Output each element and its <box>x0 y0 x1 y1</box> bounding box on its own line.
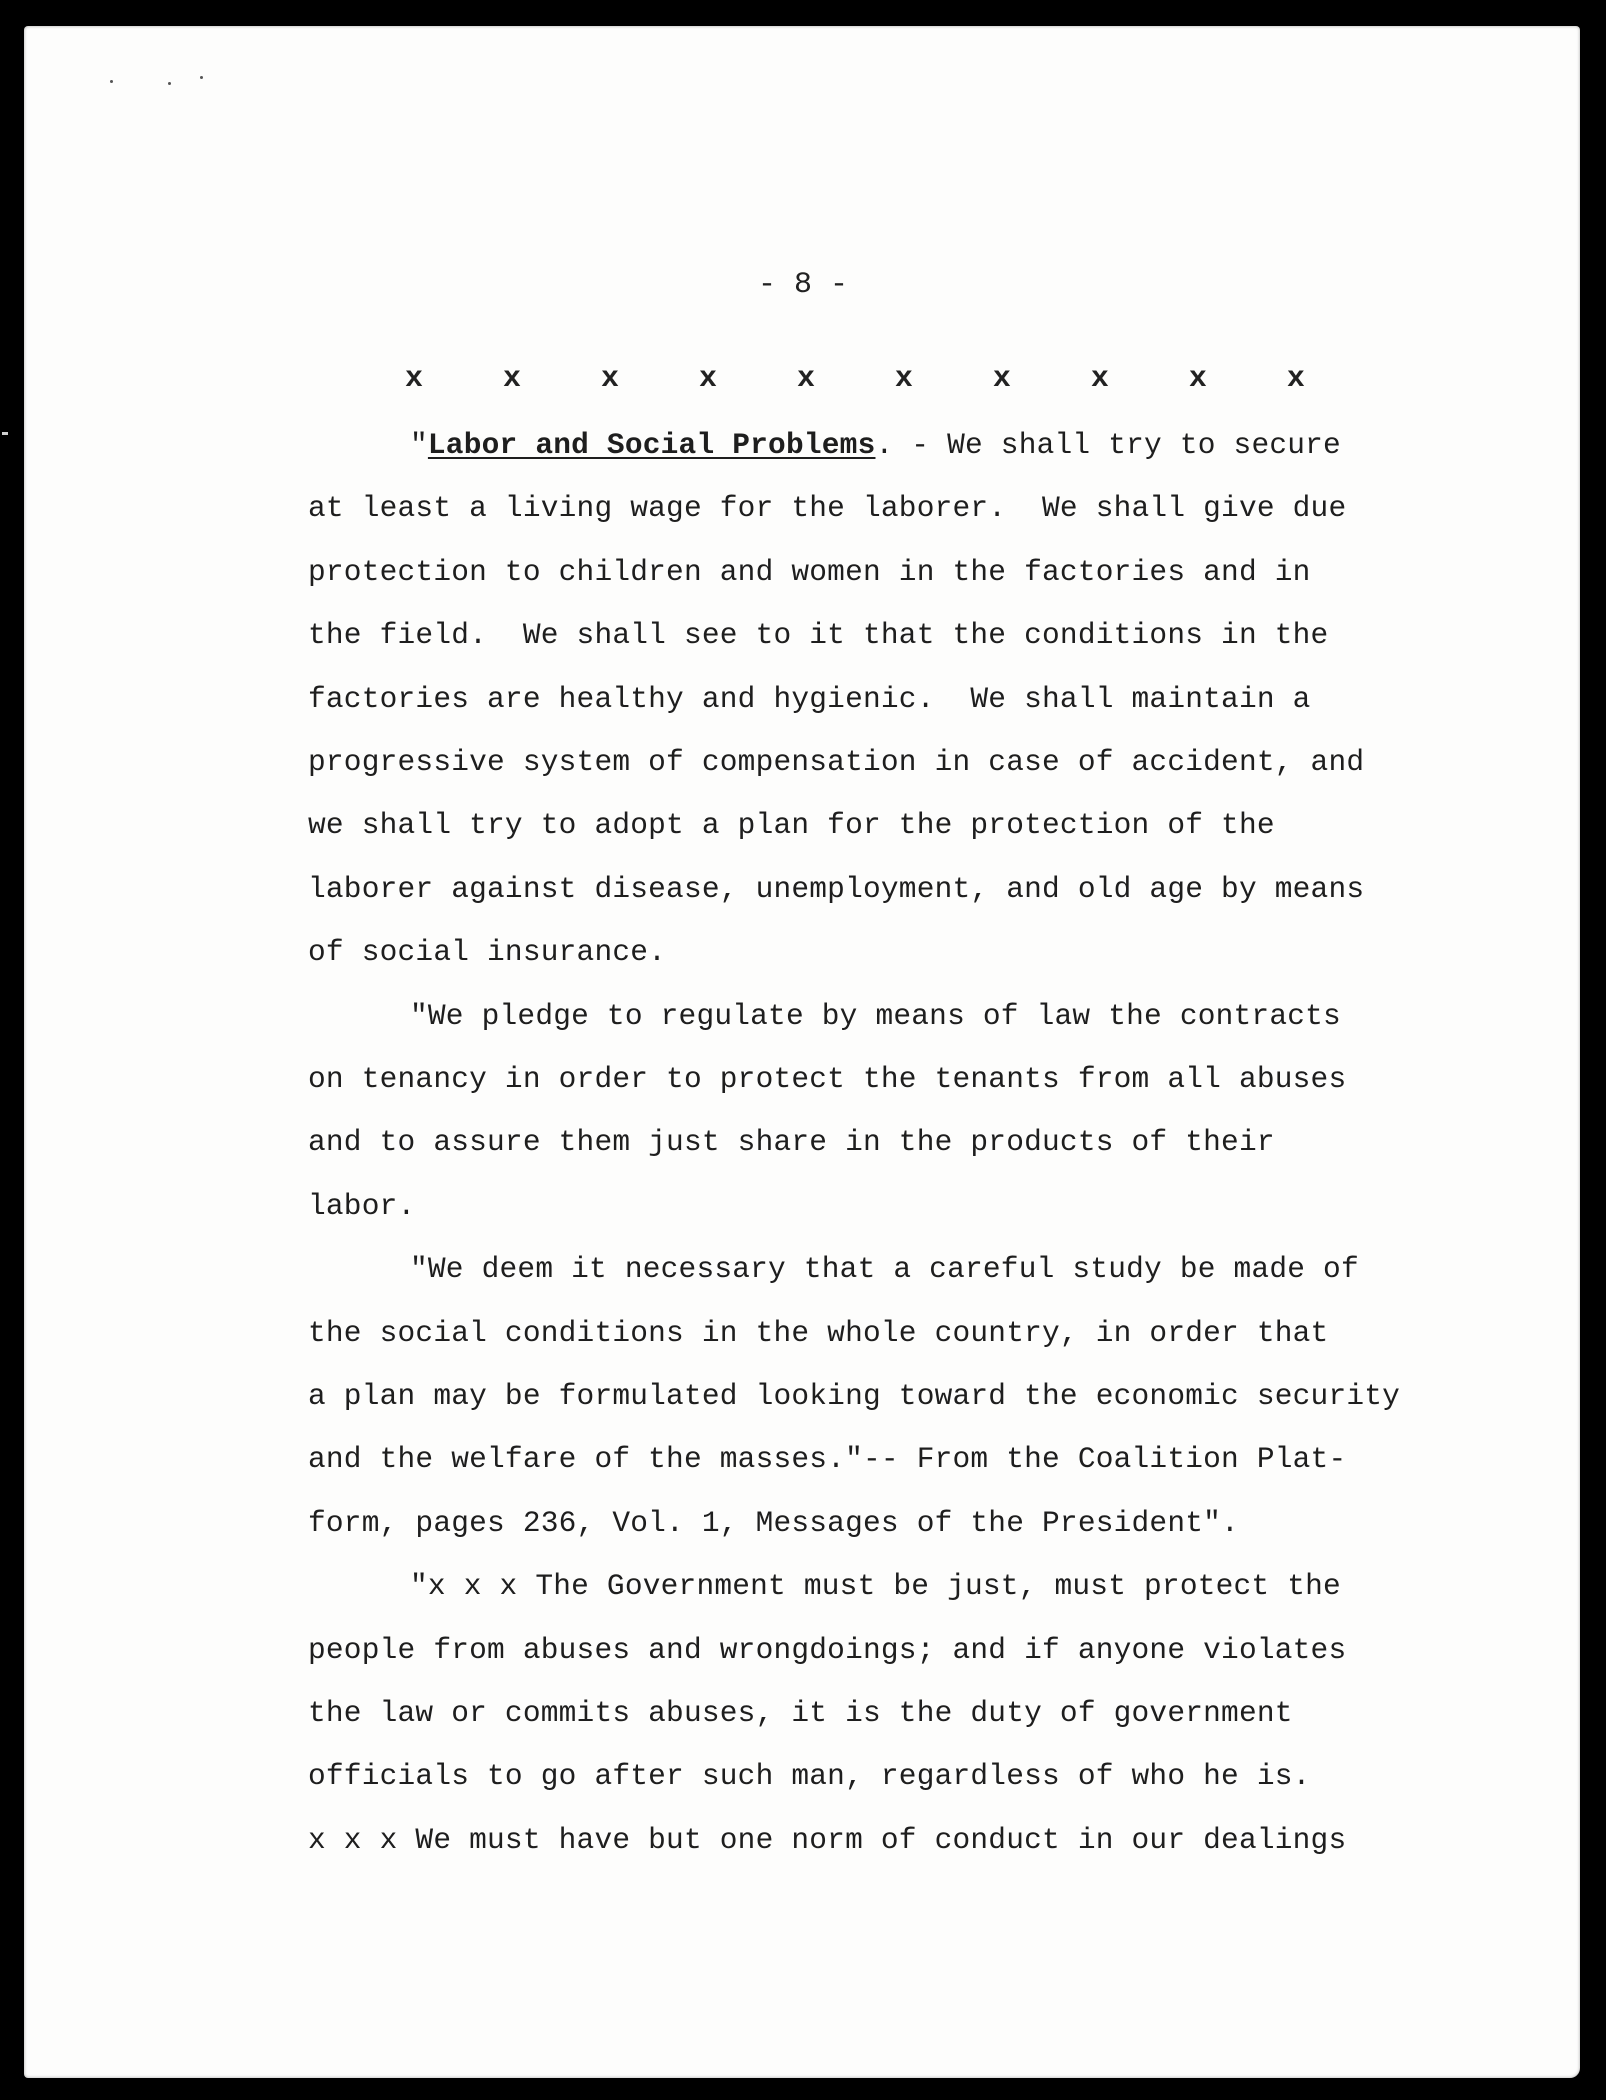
line-text: . - We shall try to secure <box>875 428 1341 462</box>
separator-mark: x <box>796 362 815 396</box>
text-line: the social conditions in the whole country, in order that <box>308 1316 1329 1350</box>
text-line: factories are healthy and hygienic. We shall maintain a <box>308 682 1311 716</box>
separator-mark: x <box>502 362 521 396</box>
text-line: "x x x The Government must be just, must protect the <box>410 1569 1341 1603</box>
separator-mark: x <box>992 362 1011 396</box>
separator-mark: x <box>1286 362 1305 396</box>
text-line: and the welfare of the masses."-- From the Coalition Plat- <box>308 1442 1347 1476</box>
separator-mark: x <box>600 362 619 396</box>
text-line: officials to go after such man, regardless of who he is. <box>308 1759 1311 1793</box>
text-line: laborer against disease, unemployment, and old age by means <box>308 872 1365 906</box>
text-line: people from abuses and wrongdoings; and if anyone violates <box>308 1633 1347 1667</box>
text-line: progressive system of compensation in case of accident, and <box>308 745 1365 779</box>
page-number: - 8 - <box>757 268 848 302</box>
text-line: at least a living wage for the laborer. We shall give due <box>308 491 1347 525</box>
text-line: "We pledge to regulate by means of law the contracts <box>410 999 1341 1033</box>
text-line: and to assure them just share in the products of their <box>308 1125 1275 1159</box>
text-line: of social insurance. <box>308 935 667 969</box>
text-line <box>410 423 1341 467</box>
text-line: the field. We shall see to it that the conditions in the <box>308 618 1329 652</box>
text-line: form, pages 236, Vol. 1, Messages of the President". <box>308 1506 1239 1540</box>
text-line: labor. <box>308 1189 416 1223</box>
text-line: a plan may be formulated looking toward the economic security <box>308 1379 1401 1413</box>
text-line: we shall try to adopt a plan for the protection of the <box>308 808 1275 842</box>
separator-mark: x <box>1188 362 1207 396</box>
text-line: on tenancy in order to protect the tenants from all abuses <box>308 1062 1347 1096</box>
text-line: protection to children and women in the factories and in <box>308 555 1311 589</box>
section-heading: Labor and Social Problems <box>427 428 876 462</box>
opening-quote: " <box>410 428 428 462</box>
separator-mark: x <box>1090 362 1109 396</box>
separator-mark: x <box>698 362 717 396</box>
text-line: the law or commits abuses, it is the duty of government <box>308 1696 1293 1730</box>
text-line: x x x We must have but one norm of conduct in our dealings <box>308 1823 1347 1857</box>
separator-mark: x <box>894 362 913 396</box>
text-line: "We deem it necessary that a careful study be made of <box>410 1252 1359 1286</box>
separator-mark: x <box>405 362 424 396</box>
